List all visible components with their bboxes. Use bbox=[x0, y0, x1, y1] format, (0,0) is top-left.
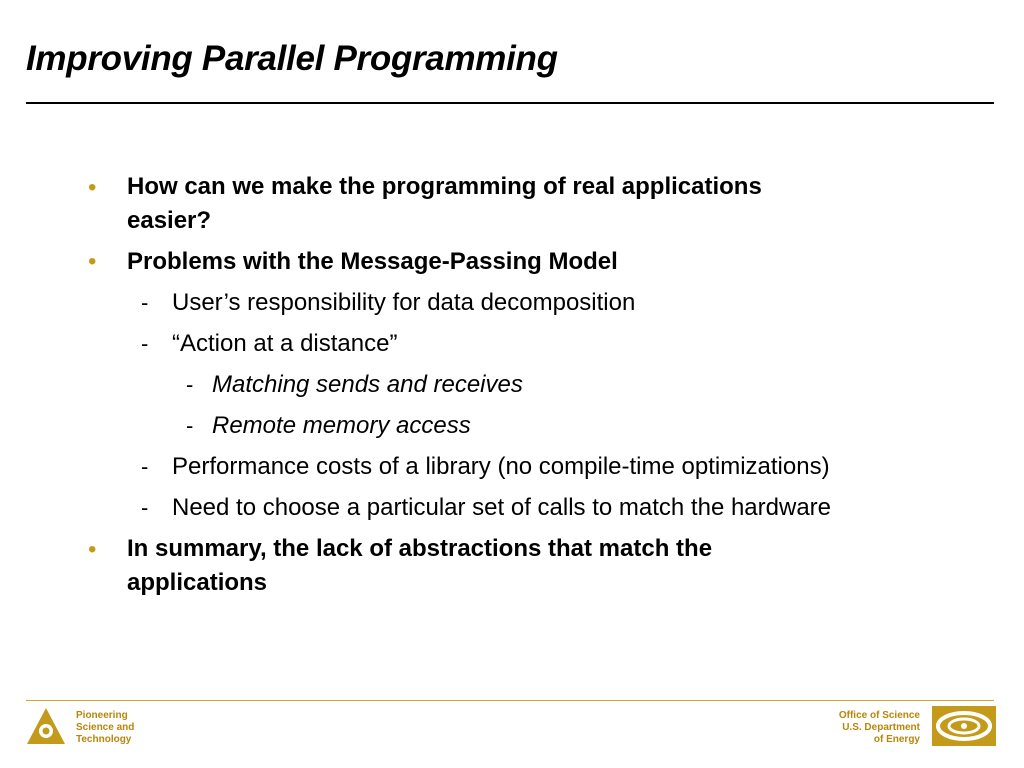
dash-marker: - bbox=[141, 290, 149, 315]
sub-item-performance-costs: Performance costs of a library (no compile-time optimizations) bbox=[172, 453, 830, 480]
footer-left-line: Science and bbox=[76, 722, 135, 733]
sub-item-choose-calls: Need to choose a particular set of calls to match the hardware bbox=[172, 494, 832, 521]
bullet-1-line-1: How can we make the programming of real applications bbox=[127, 173, 762, 200]
footer-right-line: of Energy bbox=[873, 734, 920, 745]
dash-marker: - bbox=[141, 454, 149, 479]
dash-marker: - bbox=[141, 331, 149, 356]
dash-marker: - bbox=[141, 495, 149, 520]
bullet-2-line-1: Problems with the Message-Passing Model bbox=[127, 248, 618, 275]
sub-sub-item-remote-memory: Remote memory access bbox=[212, 412, 471, 439]
footer-right-line: U.S. Department bbox=[842, 722, 920, 733]
bullet-1-line-2: easier? bbox=[127, 207, 212, 234]
footer-left-line: Pioneering bbox=[76, 710, 128, 721]
footer-divider bbox=[26, 700, 994, 701]
bullet-marker: • bbox=[88, 248, 97, 275]
bullet-marker: • bbox=[88, 536, 97, 563]
argonne-logo-icon bbox=[26, 707, 66, 745]
dash-marker: - bbox=[186, 372, 194, 397]
bullet-marker: • bbox=[88, 174, 97, 201]
footer-left-line: Technology bbox=[76, 734, 132, 745]
dash-marker: - bbox=[186, 413, 194, 438]
footer-right-line: Office of Science bbox=[838, 710, 920, 721]
sub-item-data-decomposition: User’s responsibility for data decomposition bbox=[172, 289, 636, 316]
footer-right-caption bbox=[839, 710, 920, 746]
sub-item-action-at-distance: “Action at a distance” bbox=[172, 330, 398, 357]
slide-title: Improving Parallel Programming bbox=[26, 39, 558, 78]
footer-left-caption bbox=[76, 710, 134, 746]
bullet-3-line-2: applications bbox=[127, 569, 268, 596]
doe-logo-icon bbox=[932, 706, 996, 746]
sub-sub-item-matching-sends: Matching sends and receives bbox=[212, 371, 523, 398]
bullet-3-line-1: In summary, the lack of abstractions that match the bbox=[127, 535, 713, 562]
